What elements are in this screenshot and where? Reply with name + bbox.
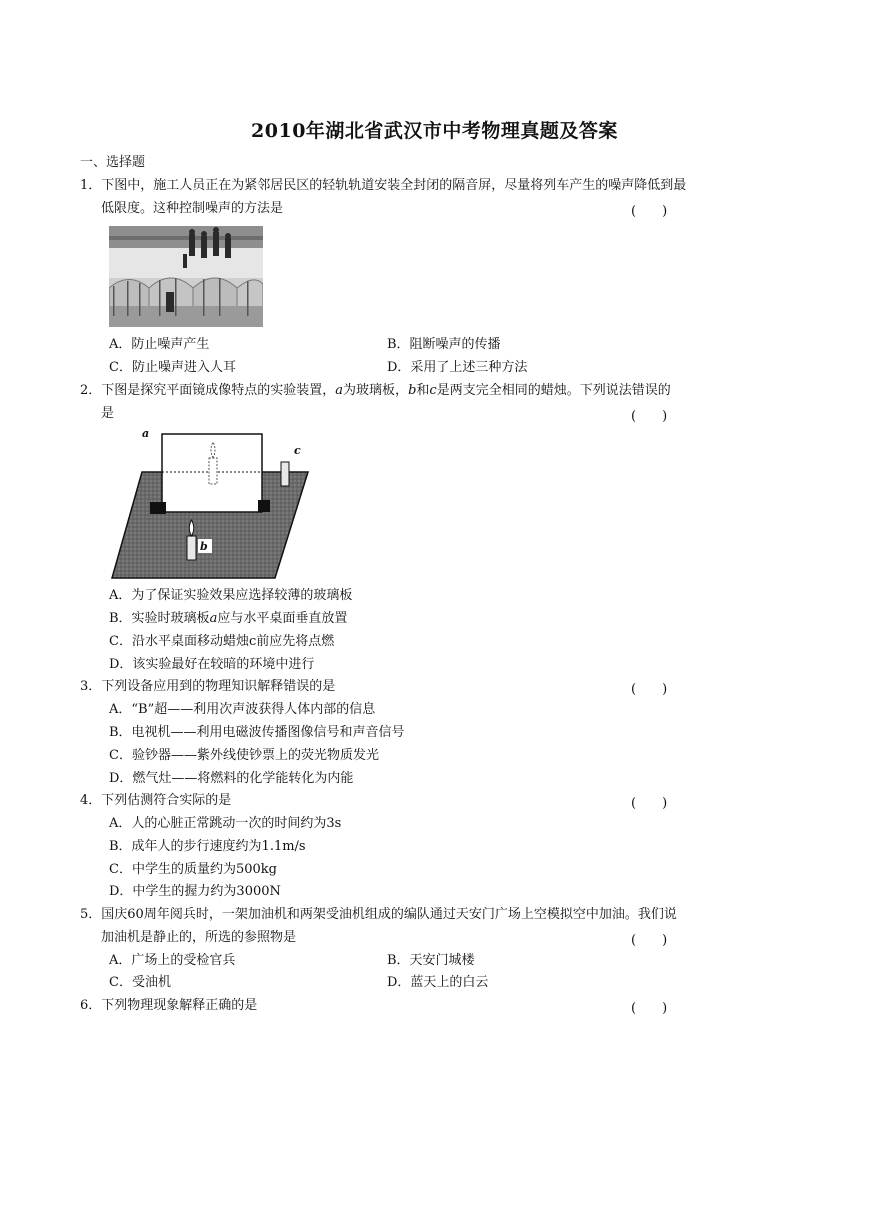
- q2-answer-blank: ( ): [631, 409, 668, 424]
- figure-label-a: a: [142, 427, 150, 440]
- q6-answer-blank: ( ): [631, 1001, 668, 1016]
- q2-option-a: A．为了保证实验效果应选择较薄的玻璃板: [109, 588, 353, 603]
- q1-option-d: D．采用了上述三种方法: [387, 360, 528, 375]
- q4-option-a: A．人的心脏正常跳动一次的时间约为3s: [109, 816, 342, 831]
- q2-option-b-part2: 应与水平桌面垂直放置: [217, 611, 348, 626]
- q4-option-c: C．中学生的质量约为500kg: [109, 862, 277, 877]
- q2-stem-line1: [80, 382, 671, 400]
- q2-option-c: C．沿水平桌面移动蜡烛c前应先将点燃: [109, 634, 335, 649]
- q1-option-a: A．防止噪声产生: [109, 337, 210, 352]
- figure-label-c: c: [294, 444, 301, 457]
- q5-stem-line1: 5．国庆60周年阅兵时，一架加油机和两架受油机组成的编队通过天安门广场上空模拟空中加油。我们说: [80, 907, 677, 922]
- q2-stem-part1: 2．下图是探究平面镜成像特点的实验装置，: [80, 383, 336, 398]
- figure-label-b: b: [200, 540, 208, 553]
- q2-option-d: D．该实验最好在较暗的环境中进行: [109, 657, 315, 672]
- q3-option-c: C．验钞器——紫外线使钞票上的荧光物质发光: [109, 748, 379, 763]
- q2-option-b-var: a: [209, 611, 218, 626]
- noise-barrier-photo: [109, 226, 263, 327]
- q3-option-d: D．燃气灶——将燃料的化学能转化为内能: [109, 771, 354, 786]
- q4-option-d: D．中学生的握力约为3000N: [109, 884, 281, 899]
- q1-option-c: C．防止噪声进入人耳: [109, 360, 236, 375]
- q3-answer-blank: ( ): [631, 682, 668, 697]
- page-title: 2010年湖北省武汉市中考物理真题及答案: [251, 120, 618, 142]
- q5-option-d: D．蓝天上的白云: [387, 975, 489, 990]
- q2-stem-part2: 为玻璃板，: [343, 383, 409, 398]
- q2-stem-part3: 和: [416, 383, 430, 398]
- q2-var-c: c: [429, 383, 437, 398]
- q2-var-a: a: [335, 383, 344, 398]
- q2-option-b: [109, 610, 347, 628]
- q2-stem-line2: 是: [101, 406, 115, 421]
- q2-var-b: b: [408, 383, 417, 398]
- q3-option-b: B．电视机——利用电磁波传播图像信号和声音信号: [109, 725, 405, 740]
- q4-answer-blank: ( ): [631, 796, 668, 811]
- q5-stem-line2: 加油机是静止的，所选的参照物是: [101, 930, 297, 945]
- q3-option-a: A．“B”超——利用次声波获得人体内部的信息: [109, 702, 376, 717]
- q2-option-b-part1: B．实验时玻璃板: [109, 611, 210, 626]
- q2-stem-part4: 是两支完全相同的蜡烛。下列说法错误的: [436, 383, 671, 398]
- q5-answer-blank: ( ): [631, 933, 668, 948]
- q1-stem-line1: 1．下图中，施工人员正在为紧邻居民区的轻轨轨道安装全封闭的隔音屏，尽量将列车产生的噪声降低到最: [80, 178, 687, 193]
- q5-option-c: C．受油机: [109, 975, 171, 990]
- q1-option-b: B．阻断噪声的传播: [387, 337, 501, 352]
- q3-stem: 3．下列设备应用到的物理知识解释错误的是: [80, 679, 336, 694]
- q4-stem: 4．下列估测符合实际的是: [80, 793, 232, 808]
- mirror-experiment-figure: [110, 424, 310, 580]
- section-heading: 一、选择题: [80, 155, 146, 170]
- q5-option-a: A．广场上的受检官兵: [109, 953, 236, 968]
- q6-stem: 6．下列物理现象解释正确的是: [80, 998, 258, 1013]
- q4-option-b: B．成年人的步行速度约为1.1m/s: [109, 839, 306, 854]
- q5-option-b: B．天安门城楼: [387, 953, 475, 968]
- q1-answer-blank: ( ): [631, 204, 668, 219]
- q1-stem-line2: 低限度。这种控制噪声的方法是: [101, 201, 284, 216]
